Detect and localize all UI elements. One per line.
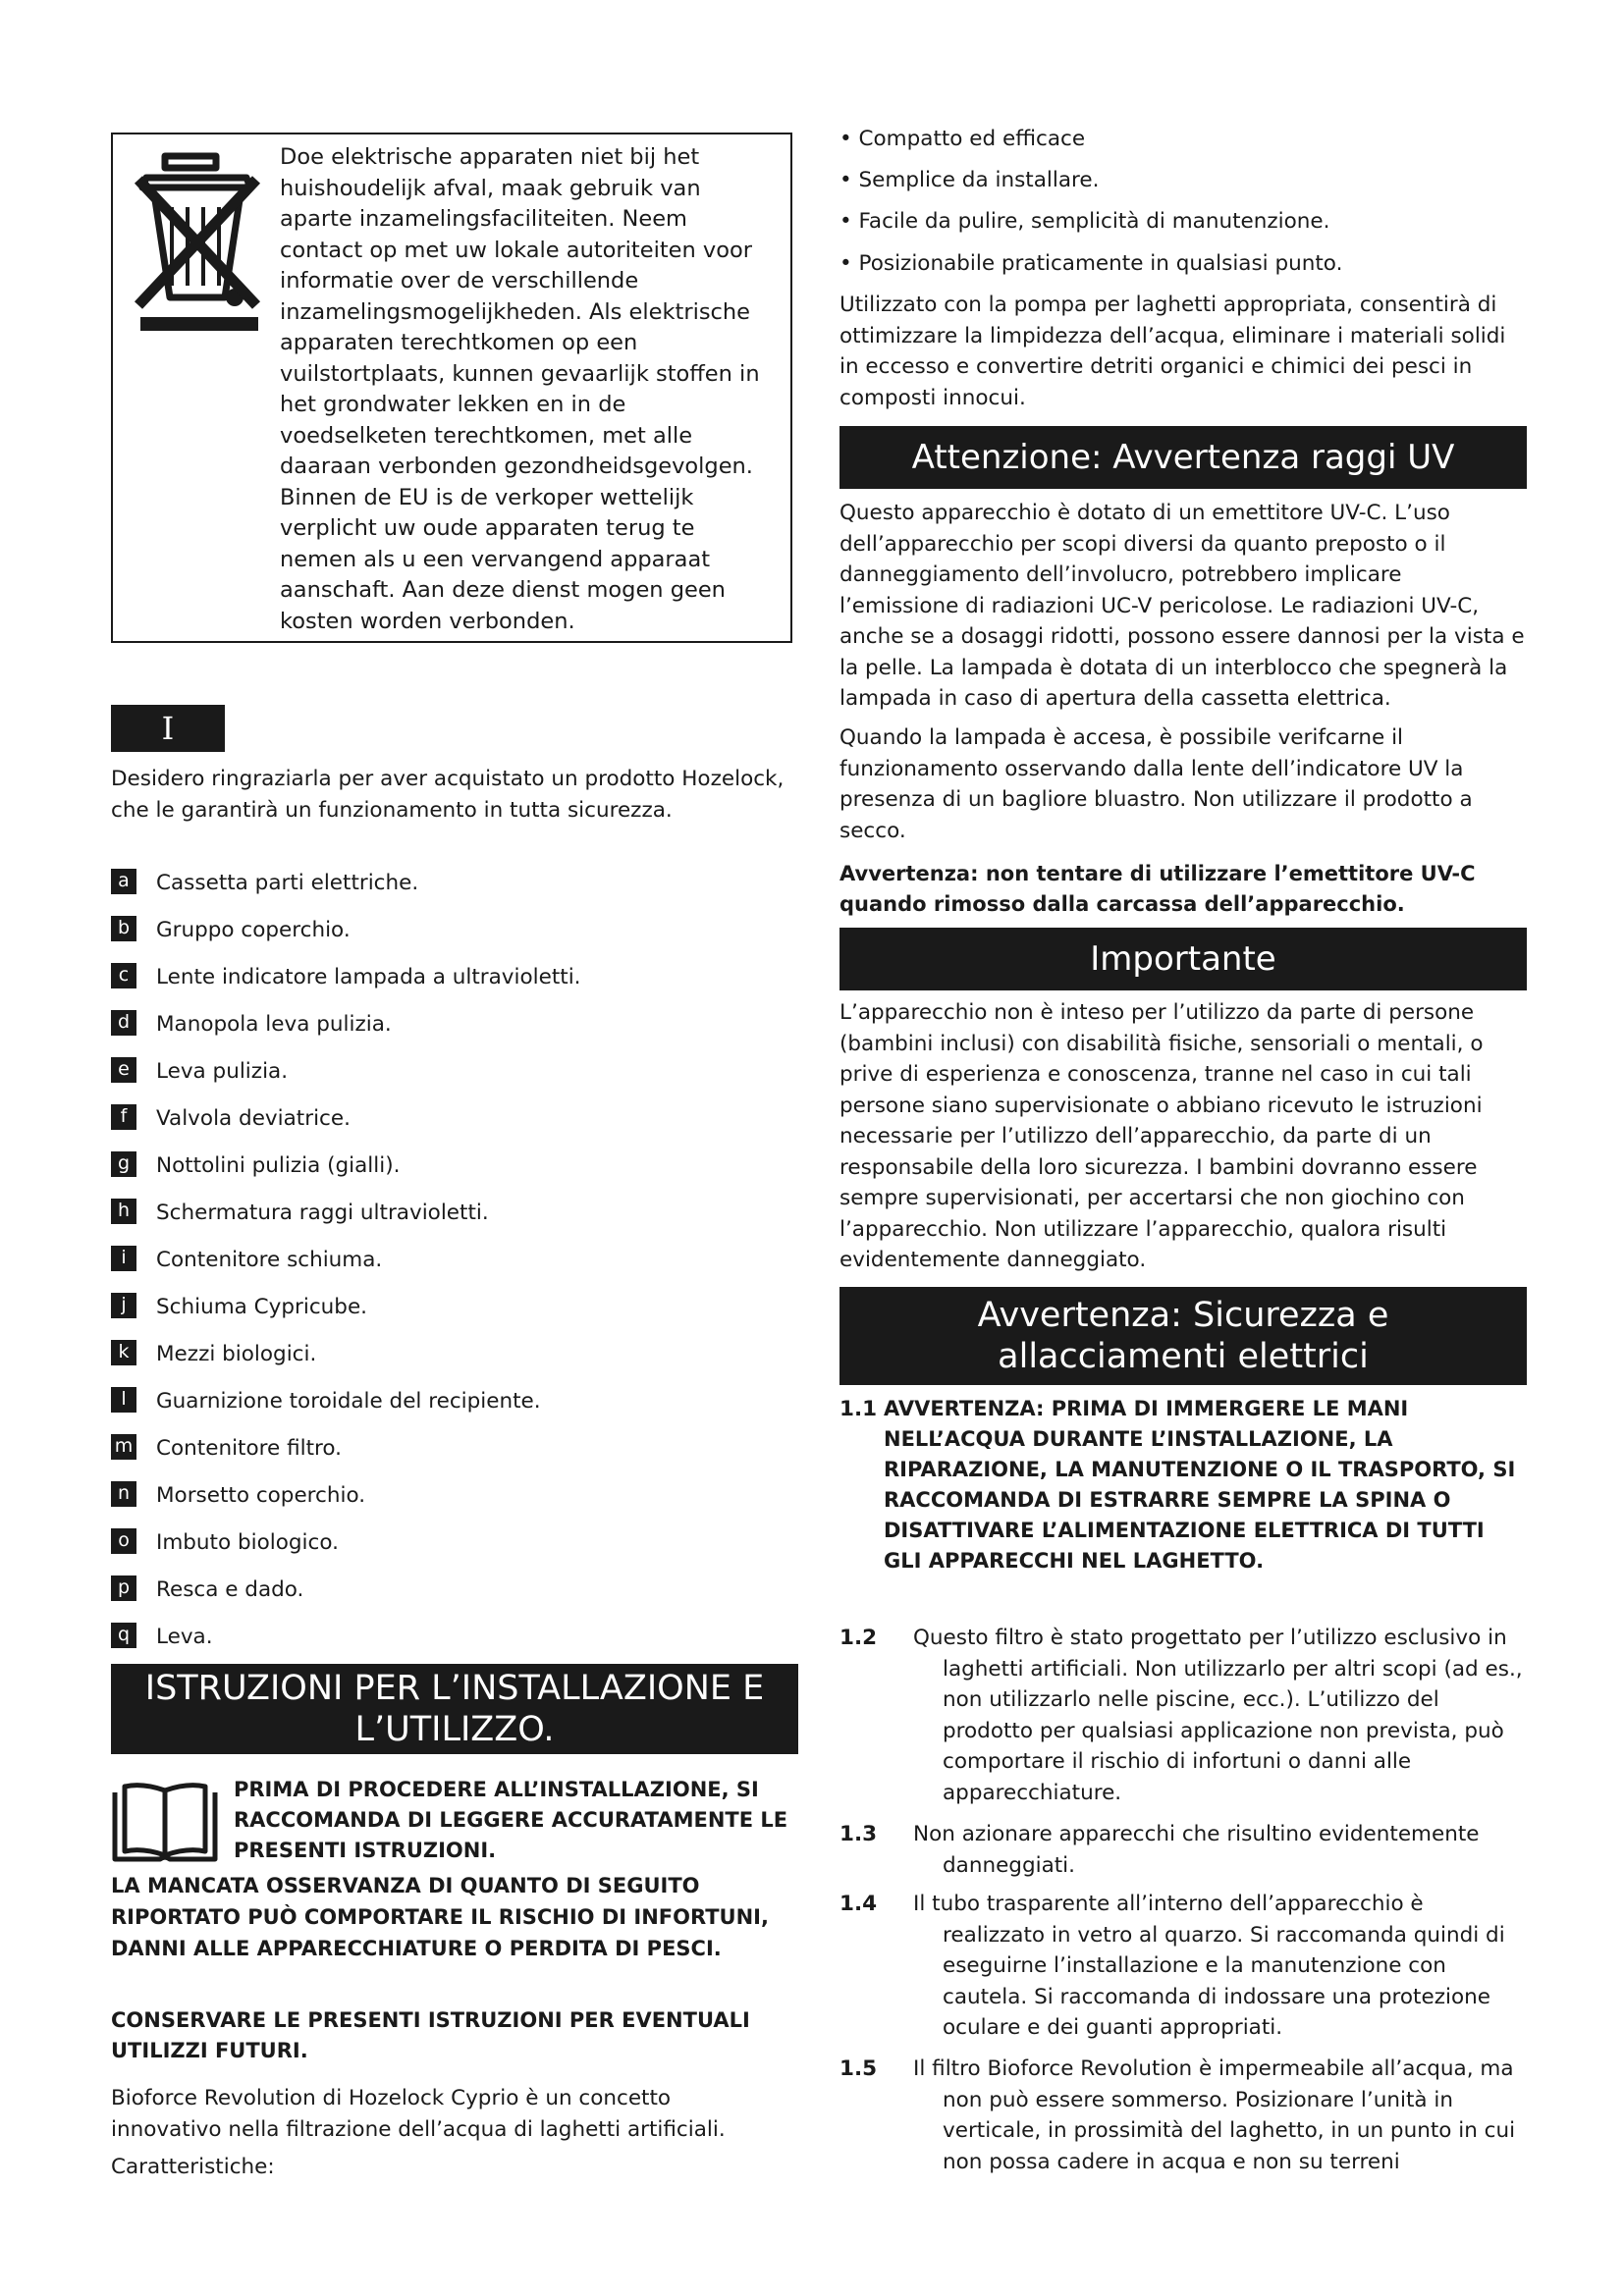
part-letter-badge: f — [111, 1104, 136, 1130]
list-item — [111, 1434, 342, 1464]
part-label: Mezzi biologici. — [156, 1342, 317, 1366]
safety-item-1-4 — [839, 1889, 1527, 2044]
list-item — [111, 1151, 400, 1181]
list-item — [111, 1104, 351, 1134]
part-letter-badge: h — [111, 1199, 136, 1224]
part-label: Resca e dado. — [156, 1577, 304, 1602]
list-item — [111, 1293, 367, 1322]
list-item — [111, 1481, 365, 1511]
list-item — [111, 1199, 489, 1228]
safety-heading: Avvertenza: Sicurezza e allacciamenti elettrici — [839, 1287, 1527, 1385]
crossed-out-wheelie-bin-icon — [131, 150, 278, 337]
part-letter-badge: b — [111, 916, 136, 941]
list-item: • Facile da pulire, semplicità di manutenzione. — [839, 209, 1330, 234]
uv-paragraph-2: Quando la lampada è accesa, è possibile verifcarne il funzionamento osservando dalla lente dell’indicatore UV la presenza di un bagliore bluastro. Non utilizzare il prodotto a secco. — [839, 725, 1473, 843]
list-item: • Posizionabile praticamente in qualsiasi punto. — [839, 251, 1343, 276]
list-item — [111, 963, 581, 992]
part-label: Manopola leva pulizia. — [156, 1012, 392, 1037]
list-item — [111, 1340, 316, 1369]
read-first-notice: PRIMA DI PROCEDERE ALL’INSTALLAZIONE, SI RACCOMANDA DI LEGGERE ACCURATAMENTE LE PRESENTI ISTRUZIONI. — [234, 1778, 788, 1862]
part-label: Contenitore filtro. — [156, 1436, 342, 1461]
warning-caps: LA MANCATA OSSERVANZA DI QUANTO DI SEGUITO RIPORTATO PUÒ COMPORTARE IL RISCHIO DI INFORTUNI, DANNI ALLE APPARECCHIATURE O PERDITA DI PESCI. — [111, 1874, 769, 1960]
part-letter-badge: k — [111, 1340, 136, 1365]
list-item — [111, 1623, 213, 1652]
safety-item-1-3 — [839, 1819, 1527, 1881]
safety-item-1-1 — [839, 1394, 1527, 1576]
item-number: 1.1 — [839, 1397, 878, 1421]
features-label: Caratteristiche: — [111, 2155, 275, 2179]
part-label: Cassetta parti elettriche. — [156, 871, 419, 895]
part-label: Leva. — [156, 1625, 213, 1649]
item-text: Il filtro Bioforce Revolution è impermeabile all’acqua, ma non può essere sommerso. Posizionare l’unità in verticale, in prossimità del laghetto, in un punto in cui non possa cadere in acqua e non su terreni — [913, 2056, 1516, 2174]
list-item — [111, 1387, 541, 1416]
part-letter-badge: p — [111, 1575, 136, 1601]
part-label: Guarnizione toroidale del recipiente. — [156, 1389, 541, 1414]
item-text: Non azionare apparecchi che risultino evidentemente danneggiati. — [913, 1822, 1480, 1878]
uv-paragraph-1: Questo apparecchio è dotato di un emettitore UV-C. L’uso dell’apparecchio per scopi diversi da quanto preposto o il danneggiamento dell’involucro, potrebbero implicare l’emissione di radiazioni UC-V pericolose. Le radiazioni UV-C, anche se a dosaggi ridotti, possono essere dannosi per la vista e la pelle. La lampada è dotata di un interblocco che spegnerà la lampada in caso di apertura della cassetta elettrica. — [839, 501, 1525, 711]
part-letter-badge: l — [111, 1387, 136, 1413]
list-item — [111, 916, 351, 945]
item-number: 1.2 — [839, 1626, 878, 1650]
list-item — [111, 869, 418, 898]
part-label: Lente indicatore lampada a ultravioletti. — [156, 965, 581, 989]
install-heading: ISTRUZIONI PER L’INSTALLAZIONE E L’UTILIZZO. — [111, 1664, 798, 1754]
weee-notice-box — [111, 133, 792, 643]
list-item — [111, 1246, 382, 1275]
part-label: Leva pulizia. — [156, 1059, 289, 1084]
part-letter-badge: q — [111, 1623, 136, 1648]
list-item — [111, 1010, 392, 1040]
part-letter-badge: c — [111, 963, 136, 988]
features-paragraph: Utilizzato con la pompa per laghetti appropriata, consentirà di ottimizzare la limpidezza dell’acqua, eliminare i materiali solidi in eccesso e convertire detriti organici e chimici dei pesci in composti innocui. — [839, 293, 1506, 410]
safety-item-1-5 — [839, 2054, 1527, 2177]
intro-text: Desidero ringraziarla per aver acquistato un prodotto Hozelock, che le garantirà un funzionamento in tutta sicurezza. — [111, 767, 785, 823]
important-text: L’apparecchio non è inteso per l’utilizzo da parte di persone (bambini inclusi) con disabilità fisiche, sensoriali o mentali, o prive di esperienza e conoscenza, tranne nel caso in cui tali persone siano supervisionate o abbiano ricevuto le istruzioni necessarie per l’utilizzo dell’apparecchio, da parte di un responsabile della loro sicurezza. I bambini dovranno essere sempre supervisionati, per accertarsi che non giochino con l’apparecchio. Non utilizzare l’apparecchio, qualora risulti evidentemente danneggiato. — [839, 1000, 1484, 1272]
part-letter-badge: m — [111, 1434, 136, 1460]
item-number: 1.4 — [839, 1892, 878, 1916]
part-label: Contenitore schiuma. — [156, 1248, 383, 1272]
list-item: • Semplice da installare. — [839, 168, 1100, 192]
safety-item-1-2 — [839, 1623, 1527, 1808]
part-label: Schermatura raggi ultravioletti. — [156, 1201, 489, 1225]
list-item: • Compatto ed efficace — [839, 127, 1086, 151]
part-letter-badge: j — [111, 1293, 136, 1318]
item-number: 1.5 — [839, 2056, 878, 2081]
uv-emitter-warning: Avvertenza: non tentare di utilizzare l’emettitore UV-C quando rimosso dalla carcassa dell’apparecchio. — [839, 862, 1476, 916]
item-text: Il tubo trasparente all’interno dell’apparecchio è realizzato in vetro al quarzo. Si raccomanda quindi di eseguirne l’installazione e la manutenzione con cautela. Si raccomanda di indossare una protezione oculare e dei guanti appropriati. — [913, 1892, 1505, 2040]
part-label: Valvola deviatrice. — [156, 1106, 351, 1131]
part-letter-badge: d — [111, 1010, 136, 1036]
list-item — [111, 1528, 339, 1558]
list-item — [111, 1057, 288, 1087]
item-number: 1.3 — [839, 1822, 878, 1846]
part-letter-badge: a — [111, 869, 136, 894]
keep-instructions: CONSERVARE LE PRESENTI ISTRUZIONI PER EVENTUALI UTILIZZI FUTURI. — [111, 2008, 750, 2062]
part-letter-badge: e — [111, 1057, 136, 1083]
uv-warning-heading: Attenzione: Avvertenza raggi UV — [839, 426, 1527, 489]
list-item — [111, 1575, 303, 1605]
bioforce-intro: Bioforce Revolution di Hozelock Cyprio è un concetto innovativo nella filtrazione dell’acqua di laghetti artificiali. — [111, 2086, 726, 2142]
part-letter-badge: g — [111, 1151, 136, 1177]
important-heading: Importante — [839, 928, 1527, 990]
part-label: Schiuma Cypricube. — [156, 1295, 367, 1319]
item-text: AVVERTENZA: PRIMA DI IMMERGERE LE MANI NELL’ACQUA DURANTE L’INSTALLAZIONE, LA RIPARAZIONE, LA MANUTENZIONE O IL TRASPORTO, SI RACCOMANDA DI ESTRARRE SEMPRE LA SPINA O DISATTIVARE L’ALIMENTAZIONE ELETTRICA DI TUTTI GLI APPARECCHI NEL LAGHETTO. — [884, 1397, 1516, 1573]
part-letter-badge: n — [111, 1481, 136, 1507]
instruction-manual-icon — [111, 1779, 219, 1863]
language-badge: I — [111, 705, 225, 752]
part-label: Nottolini pulizia (gialli). — [156, 1153, 401, 1178]
part-label: Gruppo coperchio. — [156, 918, 351, 942]
weee-text: Doe elektrische apparaten niet bij het huishoudelijk afval, maak gebruik van aparte inzamelingsfaciliteiten. Neem contact op met uw lokale autoriteiten voor informatie over de verschillende inzamelingsmogelijkheden. Als elektrische apparaten terechtkomen op een vuilstortplaats, kunnen gevaarlijk stoffen in het grondwater lekken en in de voedselketen terechtkomen, met alle daaraan verbonden gezondheidsgevolgen. Binnen de EU is de verkoper wettelijk verplicht uw oude apparaten terug te nemen als u een vervangend apparaat aanschaft. Aan deze dienst mogen geen kosten worden verbonden. — [280, 144, 760, 634]
part-label: Imbuto biologico. — [156, 1530, 339, 1555]
part-letter-badge: o — [111, 1528, 136, 1554]
part-letter-badge: i — [111, 1246, 136, 1271]
item-text: Questo filtro è stato progettato per l’utilizzo esclusivo in laghetti artificiali. Non utilizzarlo per altri scopi (ad es., non utilizzarlo nelle piscine, ecc.). L’utilizzo del prodotto per qualsiasi applicazione non prevista, può comportare il rischio di infortuni o danni alle apparecchiature. — [913, 1626, 1523, 1805]
part-label: Morsetto coperchio. — [156, 1483, 366, 1508]
